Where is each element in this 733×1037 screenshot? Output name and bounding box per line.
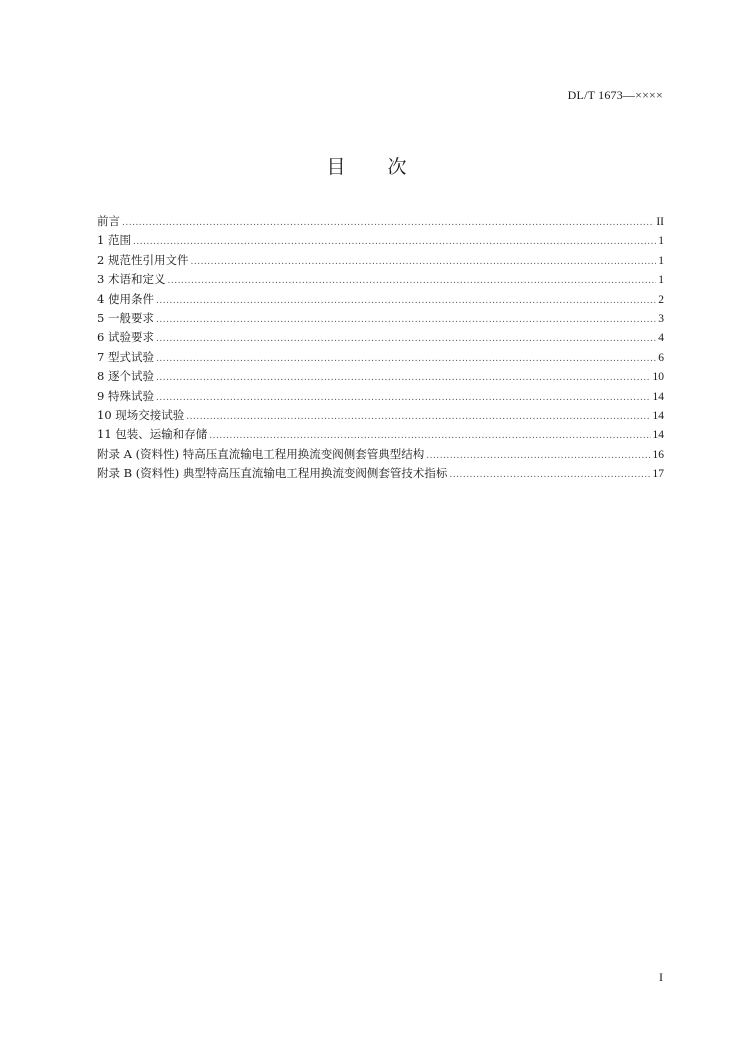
toc-entry-page: 16 xyxy=(652,448,664,461)
toc-dot-leader xyxy=(122,214,654,233)
toc-title: 目 次 xyxy=(326,156,425,178)
toc-dot-leader xyxy=(190,253,656,272)
toc-entry[interactable] xyxy=(97,348,664,367)
toc-entry-page: II xyxy=(656,216,664,228)
toc-list xyxy=(97,212,664,483)
toc-entry[interactable] xyxy=(97,387,664,406)
toc-dot-leader xyxy=(167,272,656,291)
toc-entry[interactable] xyxy=(97,270,664,289)
toc-entry-label: 8 逐个试验 xyxy=(97,369,154,384)
toc-entry[interactable] xyxy=(97,309,664,328)
toc-dot-leader xyxy=(133,233,656,252)
toc-dot-leader xyxy=(156,389,651,408)
toc-entry-page: 6 xyxy=(658,351,664,364)
toc-entry-label: 附录 A (资料性) 特高压直流输电工程用换流变阀侧套管典型结构 xyxy=(97,446,425,461)
toc-entry-page: 1 xyxy=(658,274,664,287)
toc-dot-leader xyxy=(156,350,656,369)
toc-entry-label: 2 规范性引用文件 xyxy=(97,252,189,267)
toc-entry-label: 6 试验要求 xyxy=(97,330,154,345)
toc-entry-page: 17 xyxy=(652,468,664,481)
toc-entry[interactable] xyxy=(97,212,664,231)
toc-entry-label: 9 特殊试验 xyxy=(97,388,154,403)
toc-entry-label: 7 型式试验 xyxy=(97,349,154,364)
toc-entry-label: 10 现场交接试验 xyxy=(97,407,185,422)
toc-entry-label: 3 术语和定义 xyxy=(97,272,166,287)
toc-entry-page: 10 xyxy=(652,371,664,384)
toc-entry[interactable] xyxy=(97,231,664,250)
toc-dot-leader xyxy=(156,369,651,388)
toc-entry-label: 前言 xyxy=(97,214,120,228)
toc-dot-leader xyxy=(449,466,650,485)
toc-entry-label: 4 使用条件 xyxy=(97,291,154,306)
toc-entry[interactable] xyxy=(97,406,664,425)
toc-entry-label: 附录 B (资料性) 典型特高压直流输电工程用换流变阀侧套管技术指标 xyxy=(97,466,448,481)
toc-entry[interactable] xyxy=(97,445,664,464)
toc-dot-leader xyxy=(156,292,656,311)
toc-entry-page: 2 xyxy=(658,293,664,306)
toc-entry[interactable] xyxy=(97,464,664,483)
toc-entry-page: 1 xyxy=(658,235,664,248)
toc-dot-leader xyxy=(186,408,650,427)
toc-entry-page: 14 xyxy=(652,409,664,422)
toc-dot-leader xyxy=(156,330,656,349)
toc-entry-page: 3 xyxy=(658,312,664,325)
toc-dot-leader xyxy=(156,311,656,330)
toc-entry[interactable] xyxy=(97,328,664,347)
toc-entry-page: 14 xyxy=(652,429,664,442)
toc-entry-page: 4 xyxy=(658,332,664,345)
toc-entry[interactable] xyxy=(97,367,664,386)
toc-dot-leader xyxy=(426,447,650,466)
toc-entry[interactable] xyxy=(97,425,664,444)
toc-entry-label: 1 范围 xyxy=(97,233,131,248)
toc-entry-label: 5 一般要求 xyxy=(97,310,154,325)
toc-entry[interactable] xyxy=(97,290,664,309)
toc-entry-page: 14 xyxy=(652,390,664,403)
toc-entry-page: 1 xyxy=(658,254,664,267)
toc-entry[interactable] xyxy=(97,251,664,270)
toc-entry-label: 11 包装、运输和存储 xyxy=(97,427,208,442)
page-number: I xyxy=(659,970,663,984)
document-code: DL/T 1673—×××× xyxy=(567,88,663,102)
